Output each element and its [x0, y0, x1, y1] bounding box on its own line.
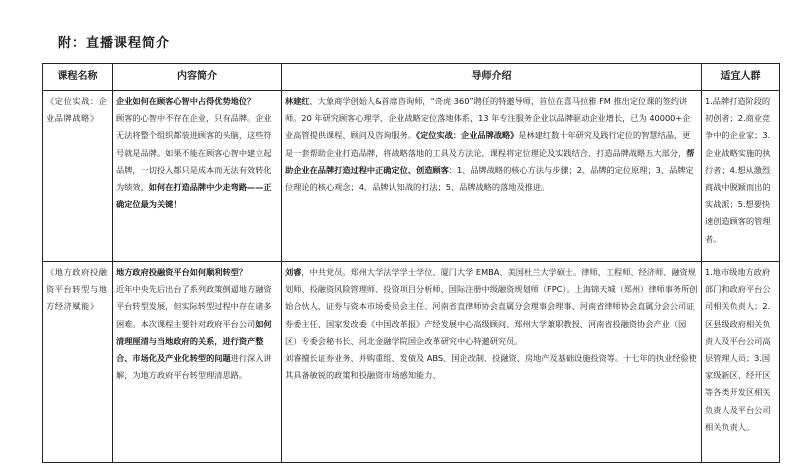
audience-cell	[702, 262, 780, 463]
course-name-cell	[43, 91, 113, 262]
content-body: 近年中央先后出台了系列政策倒逼地方融资平台转型发展，但实际转型过程中存在诸多困难。本次课程主要针对政府平台公司	[116, 284, 272, 329]
teacher-name: 刘睿	[285, 267, 302, 277]
teacher-intro: ，中共党员。郑州大学法学学士学位、厦门大学 EMBA、美国杜兰大学硕士。律师、工程师、经济师、融资规划师、投融资风险管理师、投资项目分析师、国际注册中级融资规划师（FPC）。上海锦天城（郑州）律师事务所创始合伙人、证券与资本市场委员会主任、河南省直律师协会直属分会理事会理事、河南省律师协会直属分会公司证券委主任、国家发改委《中国改革报》产经发展中心高级顾问、郑州大学兼职教授、河南省投融资协会产业（园区）专委会秘书长、河北金融学院国企改革研究中心特邀研究员。	[285, 267, 698, 346]
course-name-cell	[43, 262, 113, 463]
header-course-name: 课程名称	[43, 64, 113, 91]
content-question: 企业如何在顾客心智中占得优势地位？	[116, 96, 256, 106]
content-question: 地方政府投融资平台如何顺利转型？	[116, 267, 248, 277]
content-emphasis: 如何在打造品牌中少走弯路——正确定位最为关键！	[116, 182, 272, 210]
teacher-intro: ，大象商学创始人&首席咨询师，“奇虎 360”聘任的特邀导师，首位在喜马拉雅 FM 推出定位课的签约讲师。20 年研究顾客心理学、企业战略定位落地体系，13 年专注服务企业以品牌驱动企业增长，已为 40000+企业高管提供课程、顾问及咨询服务。	[285, 96, 691, 141]
section-heading: 附：直播课程简介	[58, 36, 171, 51]
table-row	[43, 262, 780, 463]
audience-cell	[702, 91, 780, 262]
audience-text: 1.品牌打造阶段的初创者；2.商业竞争中的企业家；3.企业战略实施的执行者；4.想从激烈商战中脱颖而出的实战派；5.想要快速创造顾客的管理者。	[705, 96, 771, 244]
teacher-name: 林建红	[285, 96, 310, 106]
content-body: 顾客的心智中不存在企业，只有品牌。企业无法将整个组织都装进顾客的头脑，这些符号就是品牌。如果不能在顾客心智中建立起品牌，一切投入都只是成本而无法有效转化为绩效，	[116, 113, 272, 193]
teacher-cell	[282, 262, 702, 463]
header-content: 内容简介	[113, 64, 282, 91]
content-cell	[113, 262, 282, 463]
teacher-extra: 刘睿擅长证券业务、并购重组、发债及 ABS、国企改制、投融资、房地产及基础设施投资等。十七年的执业经验使其具备敏锐的政策和投融资市场感知能力、	[285, 353, 697, 381]
teacher-course-parts: ：1、品牌战略的核心方法与步骤；2、品牌的定位原理；3、品牌定位理论的核心观念；4、品牌认知战的打法；5、品牌战略的落地及推进。	[285, 164, 694, 193]
teacher-course-desc: 是林建红数十年研究及践行定位的智慧结晶，更是一套帮助企业打造品牌，将战略落地的工具及方法论，课程将定位理论及实践结合，打造品牌战略五大部分，	[285, 130, 691, 158]
teacher-highlight: 帮助企业在品牌打造过程中正确定位、创造顾客	[285, 147, 695, 175]
header-teacher: 导师介绍	[282, 64, 702, 91]
teacher-cell	[282, 91, 702, 262]
course-name: 《地方政府投融资平台转型与地方经济赋能》	[46, 267, 108, 312]
table-header-row	[43, 64, 780, 91]
teacher-course-title: 《定位实战：企业品牌战略》	[416, 130, 519, 141]
header-audience: 适宜人群	[702, 64, 780, 91]
content-body-end: 进行深入讲解，为地方政府平台转型理清思路。	[116, 353, 272, 381]
course-name: 《定位实战：企业品牌战略》	[46, 96, 108, 124]
table-row	[43, 91, 780, 262]
content-emphasis: 如何清理厘清与当地政府的关系，进行资产整合、市场化及产业化转型的问题	[116, 318, 272, 364]
course-table	[42, 63, 780, 463]
content-cell	[113, 91, 282, 262]
audience-text: 1.地市级地方政府部门和政府平台公司相关负责人；2.区县级政府相关负责人及平台公司高层管理人员；3.国家级新区、经开区等各类开发区相关负责人及平台公司相关负责人。	[705, 267, 771, 432]
